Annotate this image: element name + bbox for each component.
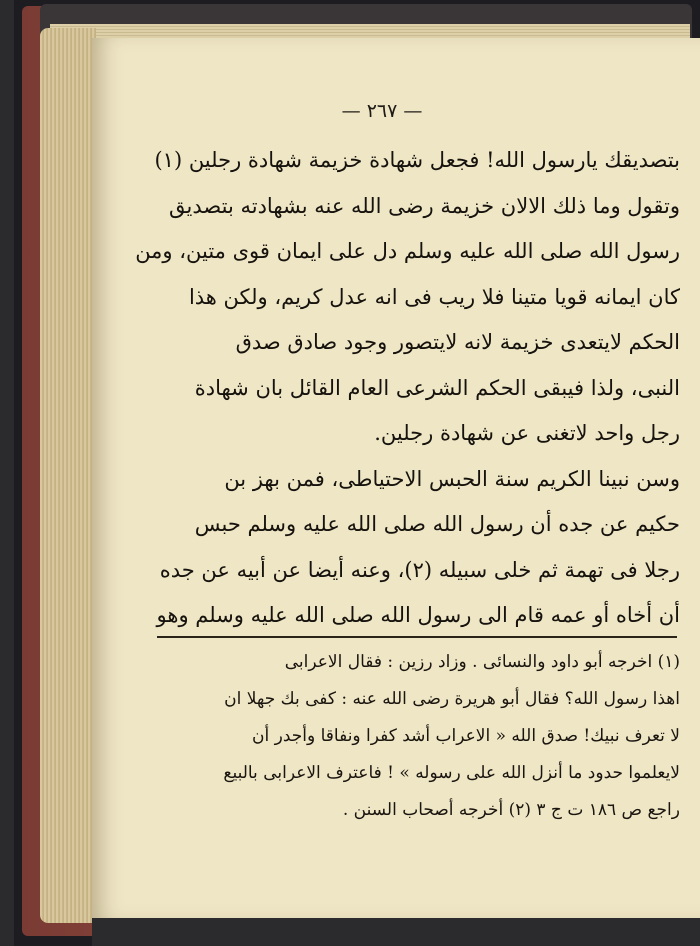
footnote-line: لا تعرف نبيك! صدق الله « الاعراب أشد كفرا ونفاقا وأجدر أن (252, 726, 680, 746)
body-line: رجلا فى تهمة ثم خلى سبيله (٢)، وعنه أيضا عن أبيه عن جده (159, 557, 680, 582)
book-page (92, 38, 700, 918)
footnote-line: راجع ص ١٨٦ ت ج ٣ (٢) أخرجه أصحاب السنن . (342, 800, 680, 820)
body-line: رسول الله صلى الله عليه وسلم دل على ايمان قوى متين، ومن (135, 239, 680, 263)
footnote-line: اهذا رسول الله؟ فقال أبو هريرة رضى الله عنه : كفى بك جهلا ان (224, 689, 680, 709)
body-line: وتقول وما ذلك الالان خزيمة رضى الله عنه بشهادته بتصديق (169, 193, 680, 218)
body-text (135, 138, 680, 639)
body-line: الحكم لايتعدى خزيمة لانه لايتصور وجود صادق صدق (235, 330, 680, 354)
footnotes (164, 644, 680, 829)
footnote-line: (١) اخرجه أبو داود والنسائى . وزاد رزين : فقال الاعرابى (284, 652, 680, 672)
body-line: وسن نبينا الكريم سنة الحبس الاحتياطى، فمن بهز بن (224, 466, 680, 491)
page-number: — ٢٦٧ — (341, 100, 423, 122)
page-edges-left (40, 28, 96, 923)
bottom-shadow (92, 918, 700, 946)
body-line: كان ايمانه قويا متينا فلا ريب فى انه عدل كريم، ولكن هذا (188, 284, 680, 309)
footnote-line: لايعلموا حدود ما أنزل الله على رسوله » ! فاعترف الاعرابى بالبيع (223, 763, 680, 783)
body-line: حكيم عن جده أن رسول الله صلى الله عليه وسلم حبس (194, 512, 680, 536)
body-line: رجل واحد لاتغنى عن شهادة رجلين. (374, 421, 680, 445)
body-line: النبى، ولذا فيبقى الحكم الشرعى العام القائل بان شهادة (194, 375, 680, 400)
body-line: بتصديقك يارسول الله! فجعل شهادة خزيمة شهادة رجلين (١) (154, 148, 680, 172)
body-line: أن أخاه أو عمه قام الى رسول الله صلى الله عليه وسلم وهو (156, 603, 680, 627)
footnote-divider (157, 636, 677, 638)
